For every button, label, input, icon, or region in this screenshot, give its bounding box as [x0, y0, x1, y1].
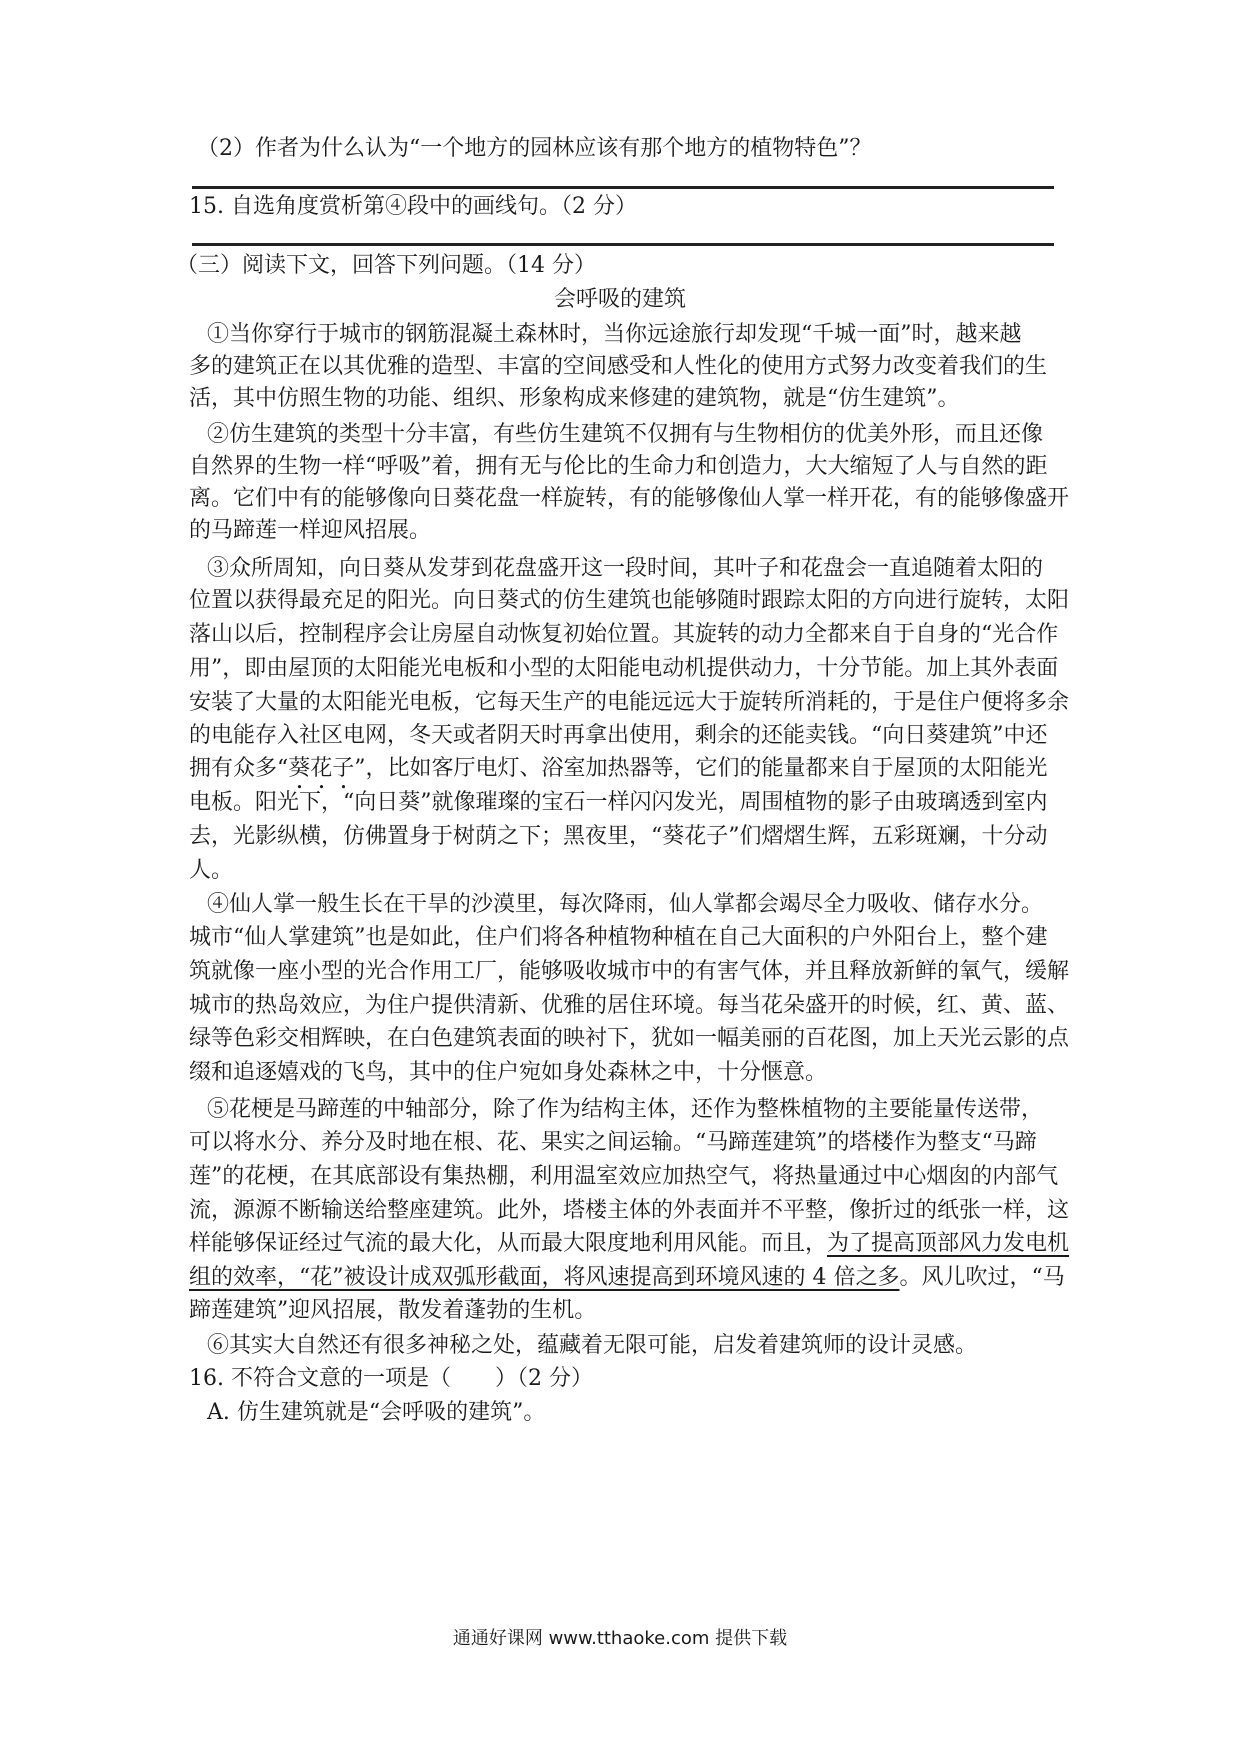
paragraph-2-line-2: 自然界的生物一样“呼吸”着，拥有无与伦比的生命力和创造力，大大缩短了人与自然的距	[189, 454, 1048, 479]
paragraph-5-line-7: 蹄莲建筑”迎风招展，散发着蓬勃的生机。	[189, 1298, 597, 1323]
paragraph-1-line-1: ①当你穿行于城市的钢筋混凝土森林时，当你远途旅行却发现“千城一面”时，越来越	[207, 322, 1022, 347]
line-7-before: 拥有众多“	[189, 756, 289, 781]
paragraph-6: ⑥其实大自然还有很多神秘之处，蕴藏着无限可能，启发着建筑师的设计灵感。	[207, 1333, 978, 1358]
question-16: 16. 不符合文意的一项是（ ）（2 分）	[189, 1366, 593, 1391]
underlined-sentence-part-1: 为了提高顶部风力发电机	[827, 1231, 1070, 1256]
paragraph-1-line-3: 活，其中仿照生物的功能、组织、形象构成来修建的建筑物，就是“仿生建筑”。	[189, 386, 960, 411]
paragraph-5-line-2: 可以将水分、养分及时地在根、花、果实之间运输。“马蹄莲建筑”的塔楼作为整支“马蹄	[189, 1130, 1037, 1155]
paragraph-2-line-3: 离。它们中有的能够像向日葵花盘一样旋转，有的能够像仙人掌一样开花，有的能够像盛开	[189, 486, 1070, 511]
line-5-before: 样能够保证经过气流的最大化，从而最大限度地利用风能。而且，	[189, 1231, 828, 1256]
question-15: 15. 自选角度赏析第④段中的画线句。（2 分）	[189, 194, 637, 219]
underlined-sentence-part-2: 组的效率，“花”被设计成双弧形截面，将风速提高到环境风速的 4 倍之多	[189, 1265, 900, 1290]
paragraph-4-line-6: 缀和追逐嬉戏的飞鸟，其中的住户宛如身处森林之中，十分惬意。	[189, 1060, 828, 1085]
answer-line-q14	[192, 186, 1054, 189]
paragraph-5-line-3: 莲”的花梗，在其底部设有集热棚，利用温室效应加热空气，将热量通过中心烟囱的内部气	[189, 1164, 1059, 1189]
paragraph-3-line-9: 去，光影纵横，仿佛置身于树荫之下；黑夜里，“葵花子”们熠熠生辉，五彩斑斓，十分动	[189, 824, 1048, 849]
paragraph-2-line-4: 的马蹄莲一样迎风招展。	[189, 518, 432, 543]
question-16-option-a: A. 仿生建筑就是“会呼吸的建筑”。	[207, 1400, 546, 1425]
paragraph-3-line-1: ③众所周知，向日葵从发芽到花盘盛开这一段时间，其叶子和花盘会一直追随着太阳的	[207, 556, 1044, 581]
page-footer: 通通好课网 www.tthaoke.com 提供下载	[452, 1628, 788, 1649]
article-title: 会呼吸的建筑	[553, 287, 686, 312]
paragraph-2-line-1: ②仿生建筑的类型十分丰富，有些仿生建筑不仅拥有与生物相仿的优美外形，而且还像	[207, 422, 1044, 447]
paragraph-5-line-1: ⑤花梗是马蹄莲的中轴部分，除了作为结构主体，还作为整株植物的主要能量传送带，	[207, 1097, 1044, 1122]
question-14-2: （2）作者为什么认为“一个地方的园林应该有那个地方的植物特色”？	[197, 136, 872, 161]
paragraph-3-line-8: 电板。阳光下，“向日葵”就像璀璨的宝石一样闪闪发光，周围植物的影子由玻璃透到室内	[189, 790, 1048, 815]
emphasized-term: 葵花子	[288, 756, 355, 781]
paragraph-1-line-2: 多的建筑正在以其优雅的造型、丰富的空间感受和人性化的使用方式努力改变着我们的生	[189, 354, 1048, 379]
paragraph-3-line-3: 落山以后，控制程序会让房屋自动恢复初始位置。其旋转的动力全都来自于自身的“光合作	[189, 622, 1059, 647]
answer-line-q15	[192, 243, 1054, 246]
paragraph-3-line-2: 位置以获得最充足的阳光。向日葵式的仿生建筑也能够随时跟踪太阳的方向进行旋转，太阳	[189, 588, 1070, 613]
paragraph-5-line-6	[189, 1263, 1065, 1293]
line-6-after: 。风儿吹过，“马	[899, 1265, 1065, 1290]
paragraph-3-line-10: 人。	[189, 858, 234, 883]
section-3-heading: （三）阅读下文，回答下列问题。（14 分）	[176, 253, 596, 278]
paragraph-4-line-4: 城市的热岛效应，为住户提供清新、优雅的居住环境。每当花朵盛开的时候，红、黄、蓝、	[189, 993, 1070, 1018]
paragraph-5-line-5	[189, 1229, 1070, 1259]
paragraph-3-line-5: 安装了大量的太阳能光电板，它每天生产的电能远远大于旋转所消耗的，于是住户便将多余	[189, 690, 1070, 715]
paragraph-3-line-6: 的电能存入社区电网，冬天或者阴天时再拿出使用，剩余的还能卖钱。“向日葵建筑”中还	[189, 723, 1048, 748]
paragraph-3-line-4: 用”，即由屋顶的太阳能光电板和小型的太阳能电动机提供动力，十分节能。加上其外表面	[189, 656, 1059, 681]
paragraph-4-line-5: 绿等色彩交相辉映，在白色建筑表面的映衬下，犹如一幅美丽的百花图，加上天光云影的点	[189, 1026, 1070, 1051]
line-7-after: ”，比如客厅电灯、浴室加热器等，它们的能量都来自于屋顶的太阳能光	[354, 756, 1048, 781]
paragraph-5-line-4: 流，源源不断输送给整座建筑。此外，塔楼主体的外表面并不平整，像折过的纸张一样，这	[189, 1198, 1070, 1223]
paragraph-4-line-1: ④仙人掌一般生长在干旱的沙漠里，每次降雨，仙人掌都会竭尽全力吸收、储存水分。	[207, 892, 1044, 917]
paragraph-4-line-2: 城市“仙人掌建筑”也是如此，住户们将各种植物种植在自己大面积的户外阳台上，整个建	[189, 925, 1048, 950]
paragraph-4-line-3: 筑就像一座小型的光合作用工厂，能够吸收城市中的有害气体，并且释放新鲜的氧气，缓解	[189, 959, 1070, 984]
